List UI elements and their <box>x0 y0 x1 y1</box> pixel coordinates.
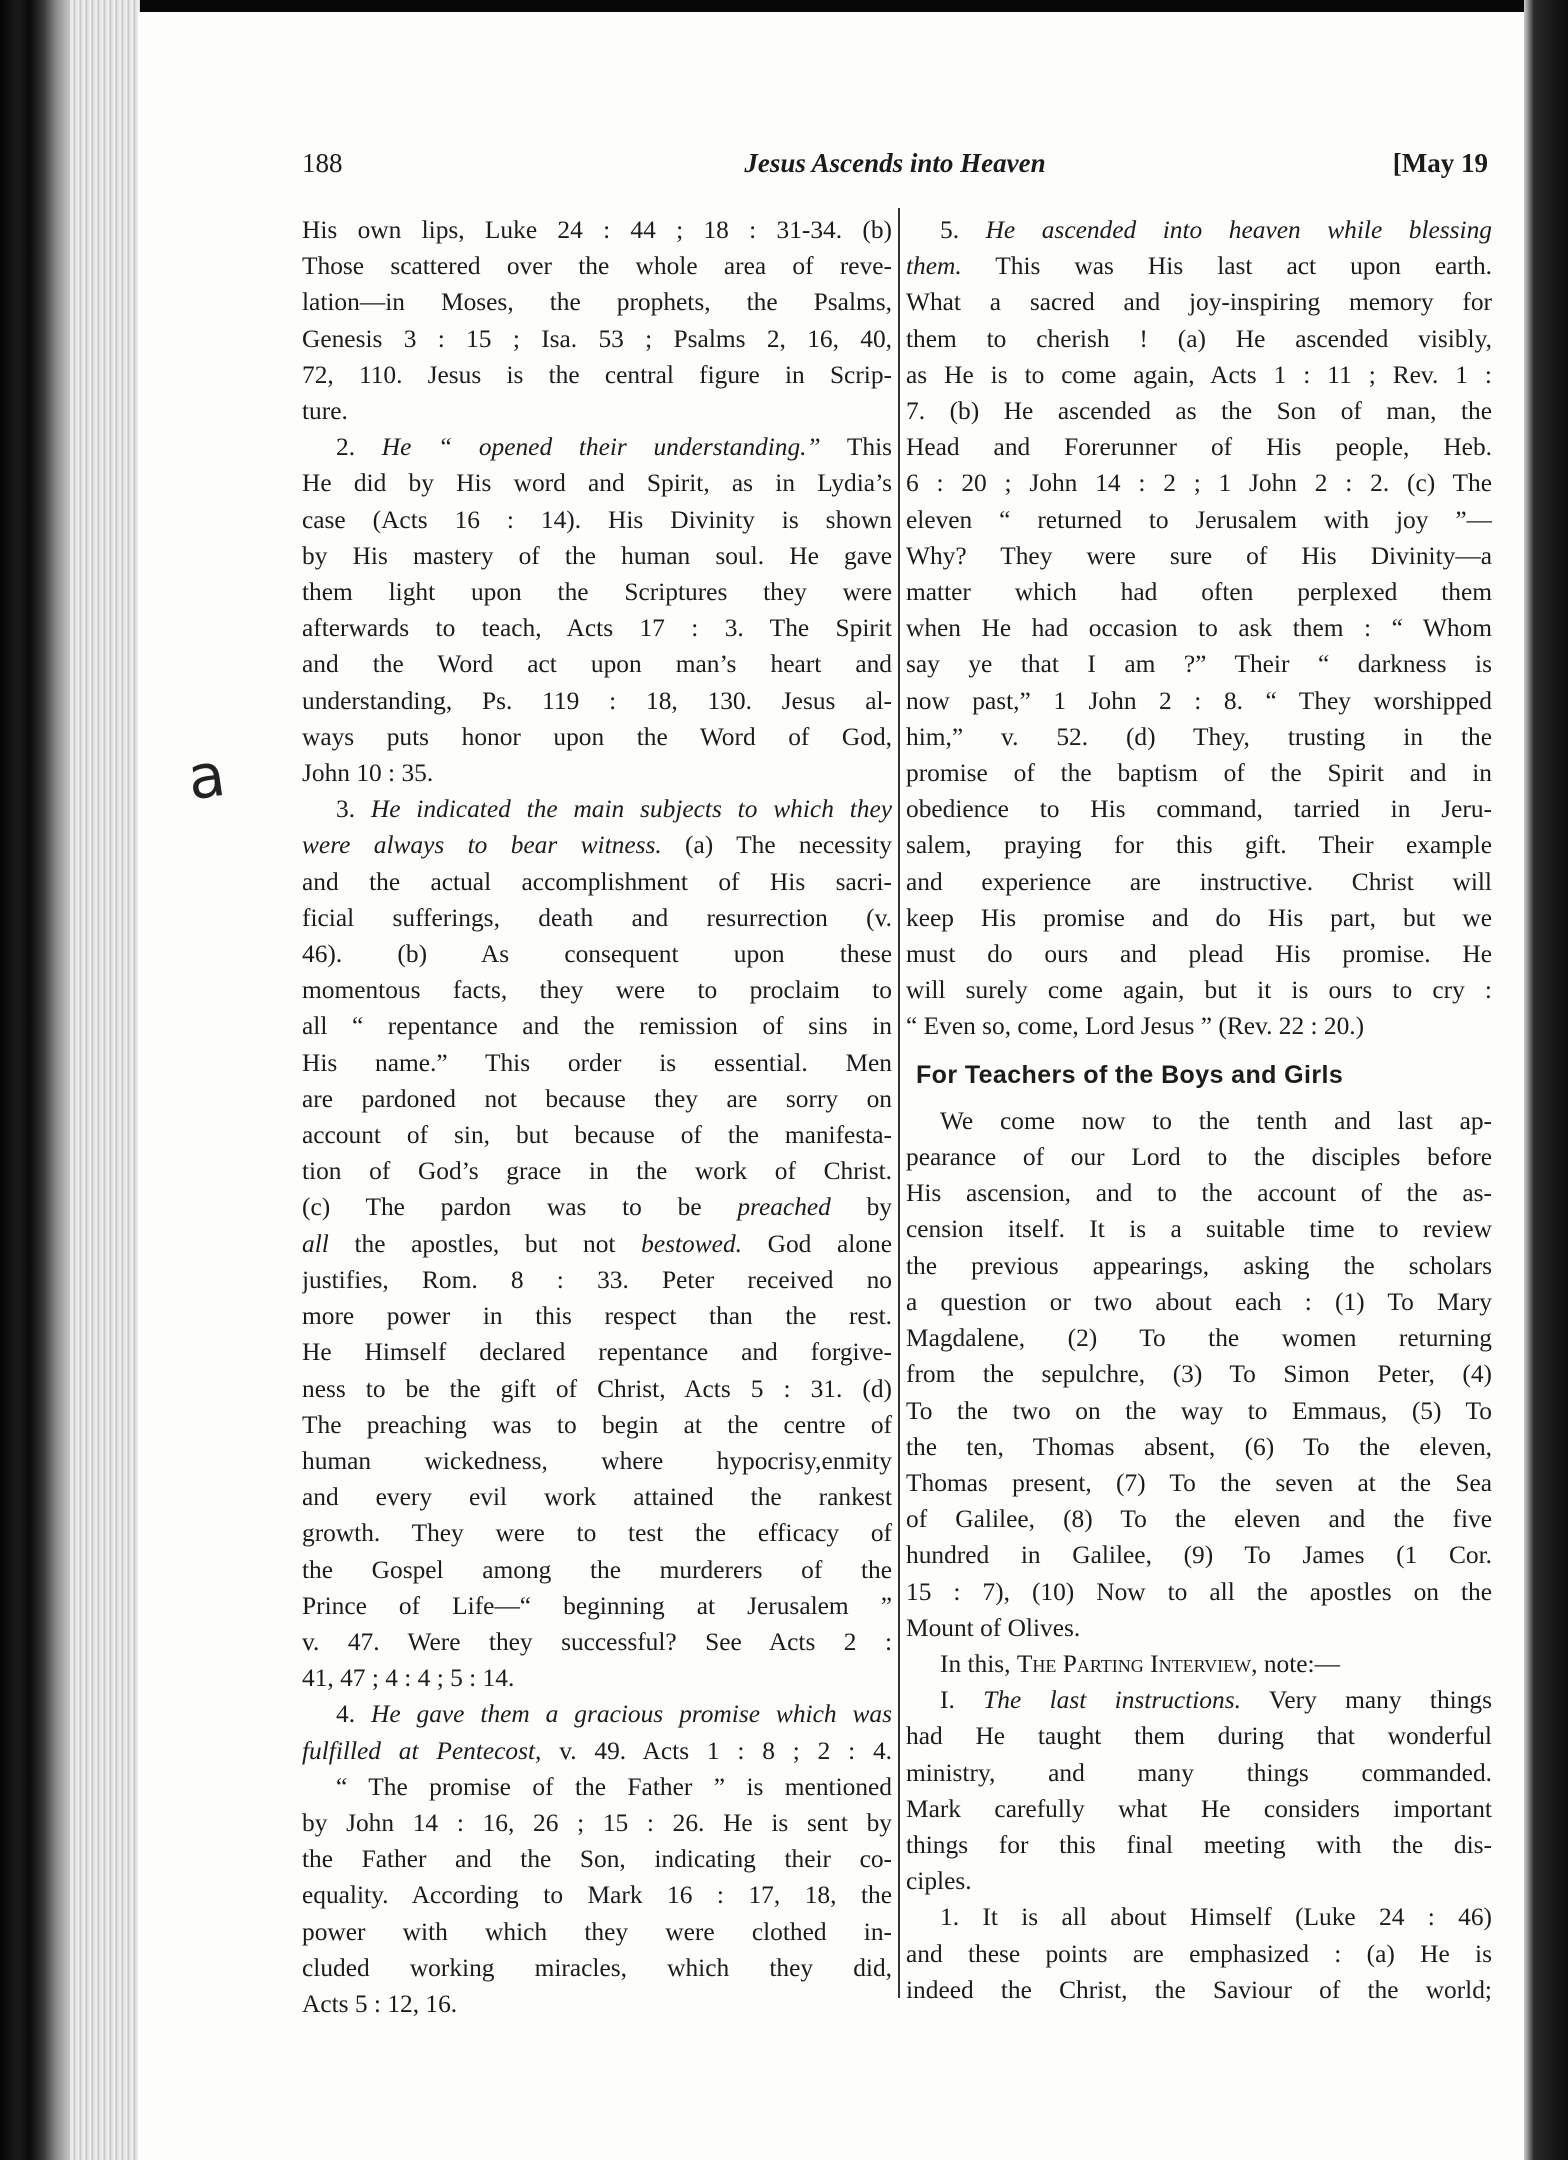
margin-pencil-mark: a <box>183 739 230 815</box>
text-line: all “ repentance and the remission of sins in <box>302 1012 892 1041</box>
paragraph <box>906 1899 1492 2008</box>
text-line: Prince of Life—“ beginning at Jerusalem ” <box>302 1591 892 1620</box>
text-line: ways puts honor upon the Word of God, <box>302 722 892 751</box>
text-line: now past,” 1 John 2 : 8. “ They worshipped <box>906 686 1492 715</box>
text-line: 72, 110. Jesus is the central figure in Scrip- <box>302 360 892 389</box>
text-line: Why? They were sure of His Divinity—a <box>906 541 1492 570</box>
text-line: “ Even so, come, Lord Jesus ” (Rev. 22 : 20.) <box>906 1012 1365 1041</box>
right-column-after-heading <box>906 1103 1492 2008</box>
text-line: the ten, Thomas absent, (6) To the eleven, <box>906 1432 1492 1461</box>
text-line: as He is to come again, Acts 1 : 11 ; Rev. 1 : <box>906 360 1492 389</box>
text-line: 6 : 20 ; John 14 : 2 ; 1 John 2 : 2. (c) The <box>906 469 1492 498</box>
paragraph <box>302 791 892 1696</box>
text-line: equality. According to Mark 16 : 17, 18, the <box>302 1881 892 1910</box>
text-line: them light upon the Scriptures they were <box>302 578 892 607</box>
text-line: 3. He indicated the main subjects to which they <box>336 795 892 824</box>
text-line: a question or two about each : (1) To Mary <box>906 1287 1492 1316</box>
text-line: keep His promise and do His part, but we <box>906 903 1492 932</box>
text-line: justifies, Rom. 8 : 33. Peter received no <box>302 1265 892 1294</box>
text-line: understanding, Ps. 119 : 18, 130. Jesus al- <box>302 686 892 715</box>
text-line: 15 : 7), (10) Now to all the apostles on the <box>906 1577 1492 1606</box>
text-line: promise of the baptism of the Spirit and in <box>906 759 1492 788</box>
text-line: them to cherish ! (a) He ascended visibly, <box>906 324 1492 353</box>
text-line: Mount of Olives. <box>906 1613 1081 1642</box>
text-line: In this, The Parting Interview, note:— <box>940 1649 1340 1678</box>
text-line: His own lips, Luke 24 : 44 ; 18 : 31-34. (b) <box>302 216 892 244</box>
right-column <box>906 212 1492 2008</box>
text-line: His ascension, and to the account of the as- <box>906 1179 1492 1208</box>
text-line: Thomas present, (7) To the seven at the Sea <box>906 1468 1492 1497</box>
paragraph <box>302 429 892 791</box>
text-line: John 10 : 35. <box>302 759 434 788</box>
section-heading: For Teachers of the Boys and Girls <box>916 1060 1344 1089</box>
text-line: hundred in Galilee, (9) To James (1 Cor. <box>906 1541 1492 1570</box>
text-line: the Gospel among the murderers of the <box>302 1555 892 1584</box>
scan-left-edge <box>0 0 70 2160</box>
paragraph <box>302 212 892 429</box>
text-line: more power in this respect than the rest. <box>302 1302 892 1331</box>
text-line: and these points are emphasized : (a) He is <box>906 1939 1492 1968</box>
text-line: “ The promise of the Father ” is mentioned <box>336 1772 892 1801</box>
text-line: Head and Forerunner of His people, Heb. <box>906 433 1492 462</box>
text-line: cluded working miracles, which they did, <box>302 1953 892 1982</box>
text-line: are pardoned not because they are sorry on <box>302 1084 892 1113</box>
right-column-before-heading <box>906 212 1492 1045</box>
text-line: by John 14 : 16, 26 ; 15 : 26. He is sent by <box>302 1808 892 1837</box>
text-line: power with which they were clothed in- <box>302 1917 892 1946</box>
running-date: [May 19 <box>1392 148 1488 178</box>
text-line: I. The last instructions. Very many things <box>940 1686 1492 1715</box>
text-line: 5. He ascended into heaven while blessing <box>940 216 1492 244</box>
column-divider <box>898 208 900 1998</box>
text-line: from the sepulchre, (3) To Simon Peter, (4) <box>906 1360 1492 1389</box>
text-line: the Father and the Son, indicating their co- <box>302 1845 892 1874</box>
running-header <box>302 148 1488 188</box>
text-line: His name.” This order is essential. Men <box>302 1048 892 1077</box>
text-line: say ye that I am ?” Their “ darkness is <box>906 650 1492 679</box>
text-line: them. This was His last act upon earth. <box>906 252 1492 281</box>
text-line: him,” v. 52. (d) They, trusting in the <box>906 722 1492 751</box>
text-line: and the actual accomplishment of His sacri- <box>302 867 892 896</box>
text-line: growth. They were to test the efficacy of <box>302 1519 892 1548</box>
text-line: will surely come again, but it is ours to cry : <box>906 976 1492 1005</box>
text-line: We come now to the tenth and last ap- <box>940 1106 1492 1135</box>
text-line: and every evil work attained the rankest <box>302 1483 892 1512</box>
text-line: were always to bear witness. (a) The necessity <box>302 831 892 860</box>
text-line: ficial sufferings, death and resurrection (v. <box>302 903 892 932</box>
text-line: the previous appearings, asking the scholars <box>906 1251 1492 1280</box>
text-line: 41, 47 ; 4 : 4 ; 5 : 14. <box>302 1664 515 1693</box>
paragraph <box>302 1696 892 2022</box>
text-line: had He taught them during that wonderful <box>906 1722 1492 1751</box>
text-line: ture. <box>302 397 348 426</box>
text-line: ness to be the gift of Christ, Acts 5 : 31. (d) <box>302 1374 892 1403</box>
text-line: eleven “ returned to Jerusalem with joy ”— <box>906 505 1492 534</box>
text-line: Genesis 3 : 15 ; Isa. 53 ; Psalms 2, 16, 40, <box>302 324 892 353</box>
text-line: must do ours and plead His promise. He <box>906 940 1492 969</box>
paragraph <box>906 1682 1492 1899</box>
text-line: (c) The pardon was to be preached by <box>302 1193 892 1222</box>
left-column <box>302 212 892 2022</box>
paragraph <box>906 1646 1492 1682</box>
text-line: ciples. <box>906 1867 972 1896</box>
scan-right-edge <box>1524 0 1568 2160</box>
text-line: momentous facts, they were to proclaim to <box>302 976 892 1005</box>
text-line: To the two on the way to Emmaus, (5) To <box>906 1396 1492 1425</box>
text-line: account of sin, but because of the manifesta- <box>302 1121 892 1150</box>
book-page-edges <box>70 0 140 2160</box>
text-line: case (Acts 16 : 14). His Divinity is shown <box>302 505 892 534</box>
text-line: cension itself. It is a suitable time to review <box>906 1215 1492 1244</box>
text-line: afterwards to teach, Acts 17 : 3. The Spirit <box>302 614 892 643</box>
text-line: salem, praying for this gift. Their example <box>906 831 1492 860</box>
text-line: 7. (b) He ascended as the Son of man, the <box>906 397 1492 426</box>
text-line: He did by His word and Spirit, as in Lydia’s <box>302 469 892 498</box>
text-line: things for this final meeting with the dis- <box>906 1830 1492 1859</box>
text-line: lation—in Moses, the prophets, the Psalms, <box>302 288 892 317</box>
text-line: 4. He gave them a gracious promise which was <box>336 1700 892 1729</box>
text-line: human wickedness, where hypocrisy,enmity <box>302 1446 892 1475</box>
text-line: all the apostles, but not bestowed. God alone <box>302 1229 892 1258</box>
text-line: obedience to His command, tarried in Jeru- <box>906 795 1492 824</box>
text-line: fulfilled at Pentecost, v. 49. Acts 1 : 8 ; 2 : 4. <box>302 1736 892 1765</box>
text-line: matter which had often perplexed them <box>906 578 1492 607</box>
text-line: 2. He “ opened their understanding.” This <box>336 433 892 462</box>
text-line: What a sacred and joy-inspiring memory for <box>906 288 1492 317</box>
text-line: of Galilee, (8) To the eleven and the five <box>906 1505 1492 1534</box>
text-line: when He had occasion to ask them : “ Whom <box>906 614 1492 643</box>
text-line: The preaching was to begin at the centre of <box>302 1410 892 1439</box>
text-line: 46). (b) As consequent upon these <box>302 940 892 969</box>
text-line: Mark carefully what He considers important <box>906 1794 1492 1823</box>
text-line: He Himself declared repentance and forgive- <box>302 1338 892 1367</box>
text-line: by His mastery of the human soul. He gave <box>302 541 892 570</box>
text-line: Those scattered over the whole area of reve- <box>302 252 892 281</box>
text-line: and experience are instructive. Christ will <box>906 867 1492 896</box>
text-line: ministry, and many things commanded. <box>906 1758 1492 1787</box>
text-line: Magdalene, (2) To the women returning <box>906 1324 1492 1353</box>
text-line: pearance of our Lord to the disciples before <box>906 1143 1492 1172</box>
text-line: and the Word act upon man’s heart and <box>302 650 892 679</box>
text-line: v. 47. Were they successful? See Acts 2 : <box>302 1627 892 1656</box>
text-line: Acts 5 : 12, 16. <box>302 1989 458 2018</box>
text-line: 1. It is all about Himself (Luke 24 : 46) <box>940 1903 1492 1932</box>
text-line: indeed the Christ, the Saviour of the world; <box>906 1975 1492 2004</box>
running-title: Jesus Ascends into Heaven <box>744 148 1046 178</box>
page-number: 188 <box>302 148 343 178</box>
paragraph <box>906 1103 1492 1646</box>
text-line: tion of God’s grace in the work of Christ. <box>302 1157 892 1186</box>
paragraph <box>906 212 1492 1045</box>
